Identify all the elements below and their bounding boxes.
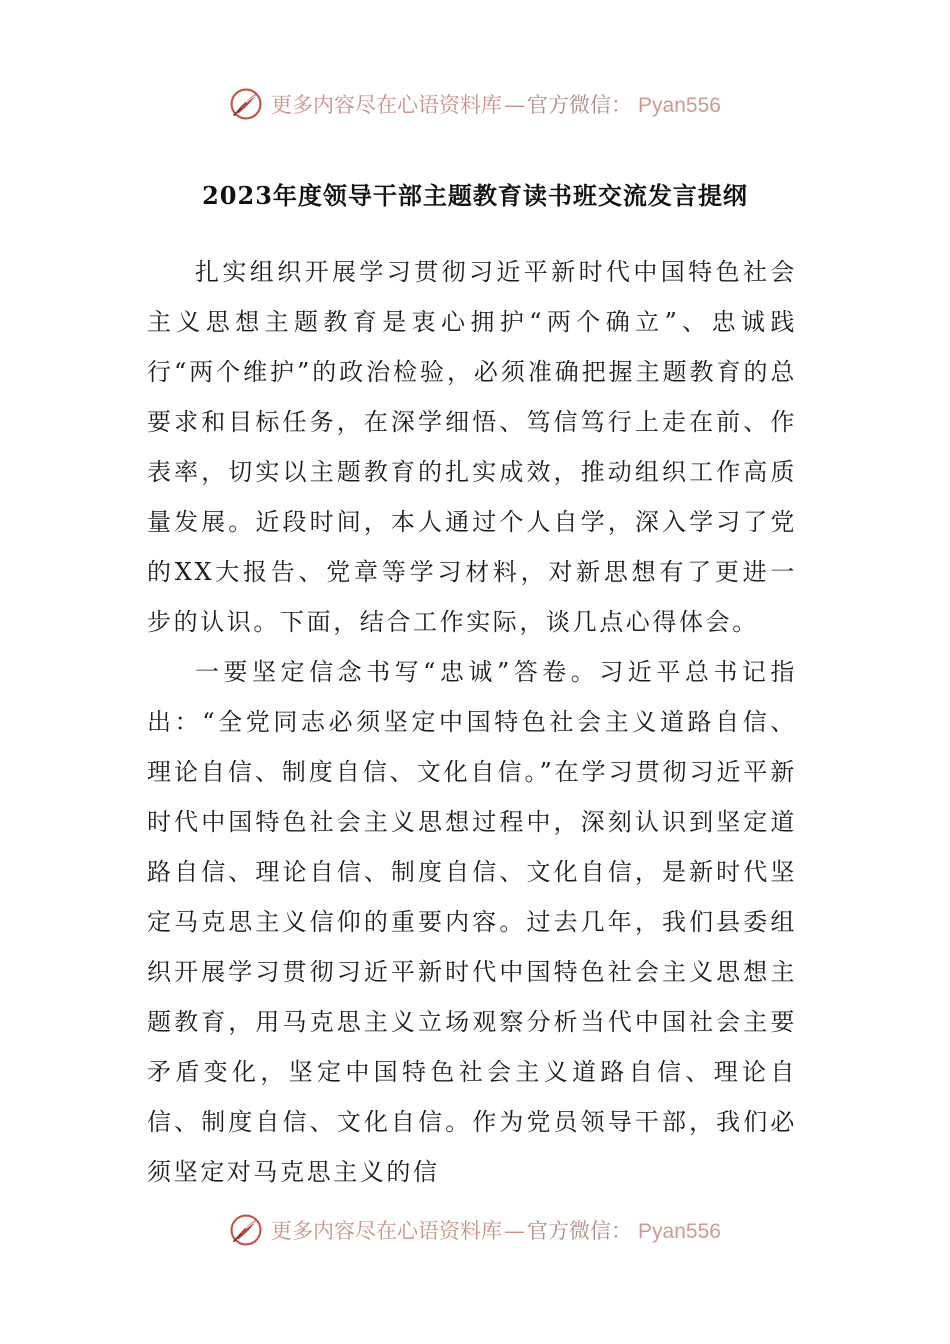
watermark-dash: — (504, 93, 526, 117)
watermark-wechat-id: Pyan556 (638, 1220, 721, 1243)
paragraph-intro: 扎实组织开展学习贯彻习近平新时代中国特色社会主义思想主题教育是衷心拥护“两个确立”、忠诚践行“两个维护”的政治检验，必须准确把握主题教育的总要求和目标任务，在深学细悟、笃信笃行上走在前、作表率，切实以主题教育的扎实成效，推动组织工作高质量发展。近段时间，本人通过个人自学，深入学习了党的XX大报告、党章等学习材料，对新思想有了更进一步的认识。下面，结合工作实际，谈几点心得体会。 (147, 258, 797, 636)
watermark-brand: 更多内容尽在心语资料库 (271, 1219, 503, 1243)
watermark-footer (0, 1210, 950, 1250)
watermark-wechat-id: Pyan556 (638, 94, 721, 117)
watermark-header (0, 84, 950, 124)
document-title: 2023年度领导干部主题教育读书班交流发言提纲 (202, 181, 748, 210)
paragraph-point-one: 一要坚定信念书写“忠诚”答卷。习近平总书记指出：“全党同志必须坚定中国特色社会主义道路自信、理论自信、制度自信、文化自信。”在学习贯彻习近平新时代中国特色社会主义思想过程中，深刻认识到坚定道路自信、理论自信、制度自信、文化自信，是新时代坚定马克思主义信仰的重要内容。过去几年，我们县委组织开展学习贯彻习近平新时代中国特色社会主义思想主题教育，用马克思主义立场观察分析当代中国社会主要矛盾变化，坚定中国特色社会主义道路自信、理论自信、制度自信、文化自信。作为党员领导干部，我们必须坚定对马克思主义的信 (147, 658, 797, 1186)
quill-logo-icon (229, 1213, 263, 1247)
watermark-text (271, 89, 721, 119)
watermark-wechat-label: 官方微信： (527, 93, 633, 117)
document-body (147, 247, 797, 1197)
watermark-text (271, 1215, 721, 1245)
watermark-brand: 更多内容尽在心语资料库 (271, 93, 503, 117)
watermark-dash: — (504, 1219, 526, 1243)
watermark-wechat-label: 官方微信： (527, 1219, 633, 1243)
quill-logo-icon (229, 87, 263, 121)
